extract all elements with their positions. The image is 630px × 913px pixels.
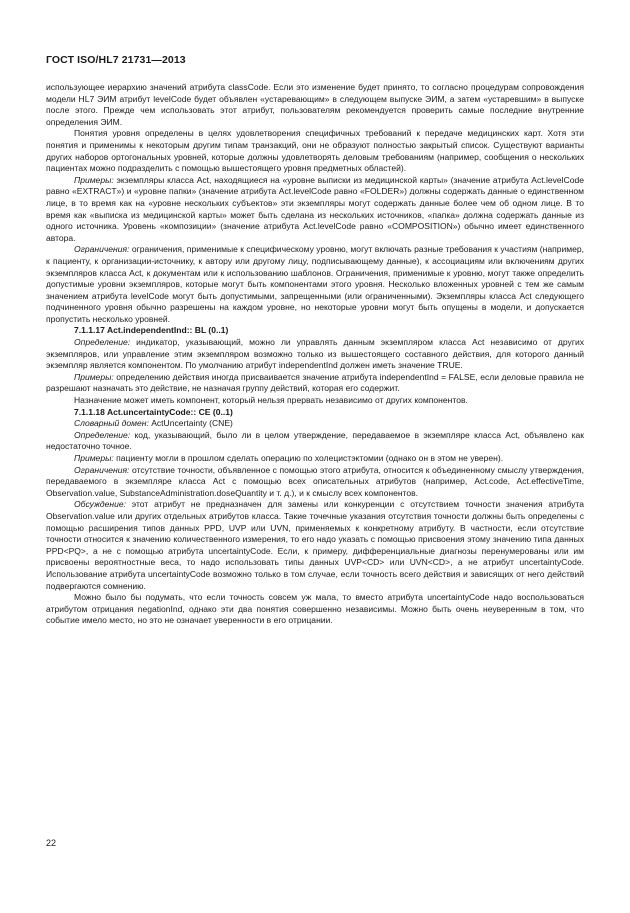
paragraph: использующее иерархию значений атрибута classCode. Если это изменение будет принято, то согласно процедурам сопровождения модели HL7 ЭИМ атрибут levelCode будет объявлен «устаревающим» в следующем выпуске ЭИМ, а затем «устаревшим» в выпуске после этого. Прежде чем использовать этот атрибут, пользователям рекомендуется проверить самые последние внутренние определения ЭИМ. — [46, 82, 584, 127]
paragraph — [46, 499, 584, 592]
term-label: Ограничения: — [74, 244, 130, 255]
paragraph-text: индикатор, указывающий, можно ли управлять данным экземпляром класса Act независимо от других экземпляров, или управление этим экземпляром возможно только из вышестоящего составного действия, для которого данный экземпляр является компонентом. По умолчанию атрибут independentInd должен иметь значение TRUE. — [46, 337, 584, 371]
paragraph — [46, 430, 584, 453]
paragraph: Назначение может иметь компонент, который нельзя прервать независимо от других компонентов. — [74, 395, 468, 406]
paragraph-text: экземпляры класса Act, находящиеся на «уровне выписки из медицинской карты» (значение атрибута Act.levelCode равно «EXTRACT») и «уровне папки» (значение атрибута Act.levelCode равно «FOLDER») должны содержать данные о единственном лице, в то время как на «уровне нескольких субъектов» эти экземпляры могут содержать данные более чем об одном лице. В то время как «выписка из медицинской карты» может быть сделана из нескольких источников, «папка» должна содержать данные из одного источника. Уровень «композиции» (значение атрибута Act.levelCode равно «COMPOSITION») обычно имеет единственного автора. — [46, 174, 584, 243]
paragraph-text: определению действия иногда присваивается значение атрибута independentInd = FALSE, если деловые правила не разрешают назначать это действие, не назначая группу действий, которая его содержит. — [46, 371, 584, 394]
paragraph-text: пациенту могли в прошлом сделать операцию по холецистэктомии (однако он в этом не уверен). — [113, 453, 504, 463]
term-label: Примеры: — [74, 174, 114, 185]
paragraph-text: этот атрибут не предназначен для замены или конкуренции с отсутствием точности значения атрибута Observation.value или других отдельных атрибутов класса. Такие точечные указания отсутствия точности должны быть определены с помощью расширения типов данных PPD, UVP или UVN, применяемых к конкретному атрибуту. В частности, если отсутствие точности относится к значению количественного измерения, то его надо указать с помощью присвоения этому значению типа данных PPD<PQ>, а не с помощью атрибута uncertaintyCode. Если, к примеру, дифференциальные диагнозы перенумерованы или им присвоены вероятностные веса, то надо использовать типы данных UVP<CD> или UVN<CD>, а не атрибут uncertaintyCode. Использование атрибута uncertaintyCode возможно только в том случае, если точность всего действия и зависящих от него действий подвергаются сомнению. — [46, 499, 584, 591]
paragraph — [46, 372, 584, 395]
section-heading: 7.1.1.18 Act.uncertaintyCode:: CE (0..1) — [74, 406, 233, 417]
term-label: Примеры: — [74, 371, 114, 382]
paragraph: Понятия уровня определены в целях удовлетворения специфичных требований к передаче медицинских карт. Хотя эти понятия и применимы к некоторым другим типам транзакций, они не образуют полностью закрытый список. Существуют варианты других наборов ортогональных уровней, которые должны удовлетворять деловым требованиям (например, сообщения о нескольких пациентах можно подразделить с помощью вышестоящего уровня предметных областей). — [46, 128, 584, 174]
term-label: Определение: — [74, 429, 131, 440]
section-heading: 7.1.1.17 Act.independentInd:: BL (0..1) — [74, 325, 229, 336]
paragraph — [46, 465, 584, 500]
term-label: Обсуждение: — [74, 499, 126, 510]
paragraph — [46, 175, 584, 245]
term-label: Ограничения: — [74, 464, 130, 475]
paragraph — [46, 418, 584, 430]
paragraph — [46, 453, 584, 465]
paragraph — [46, 337, 584, 372]
term-label: Примеры: — [74, 453, 114, 463]
page-number: 22 — [46, 838, 57, 848]
paragraph-text: ActUncertainty (CNE) — [148, 418, 233, 429]
term-label: Определение: — [74, 337, 131, 348]
paragraph-text: код, указывающий, было ли в целом утверждение, передаваемое в экземпляре класса Act, объявлено как недостаточно точное. — [46, 429, 584, 452]
paragraph-text: отсутствие точности, объявленное с помощью этого атрибута, относится к объединенному смыслу утверждения, передаваемого в экземпляре класса Act с помощью всех описательных атрибутов (например, Act.code, Act.effectiveTime, Observation.value, SubstanceAdministration.doseQuantity и т. д.), и к смыслу всех компонентов. — [46, 464, 584, 498]
document-body — [46, 82, 584, 627]
standard-header: ГОСТ ISO/HL7 21731—2013 — [46, 54, 186, 66]
paragraph-text: ограничения, применимые к специфическому уровню, могут включать разные требования к участиям (например, к пациенту, к организации-источнику, к автору или другому лицу, подписывающему данные), к ассоциациям или включениям других экземпляров класса Act, к документам или к использованию шаблонов. Ограничения, применимые к уровню, могут также определить допустимые уровни экземпляров, которые могут быть компонентами этого уровня. Несколько вложенных уровней с тем же самым значением атрибута levelCode могут быть допустимыми, запрещенными (или ограниченными). Экземпляры класса Act следующего подчиненного уровня обычно разрешены на каждом уровне, но некоторые уровни могут быть опущены в модели, и допускается пропустить несколько уровней. — [46, 244, 584, 324]
paragraph: Можно было бы подумать, что если точность совсем уж мала, то вместо атрибута uncertaintyCode надо воспользоваться атрибутом отрицания negationInd, однако эти два понятия совершенно независимы. Можно быть очень неуверенным в том, что событие имело место, но это не означает уверенности в его отрицании. — [46, 592, 584, 626]
term-label: Словарный домен: — [74, 418, 149, 429]
paragraph — [46, 244, 584, 325]
